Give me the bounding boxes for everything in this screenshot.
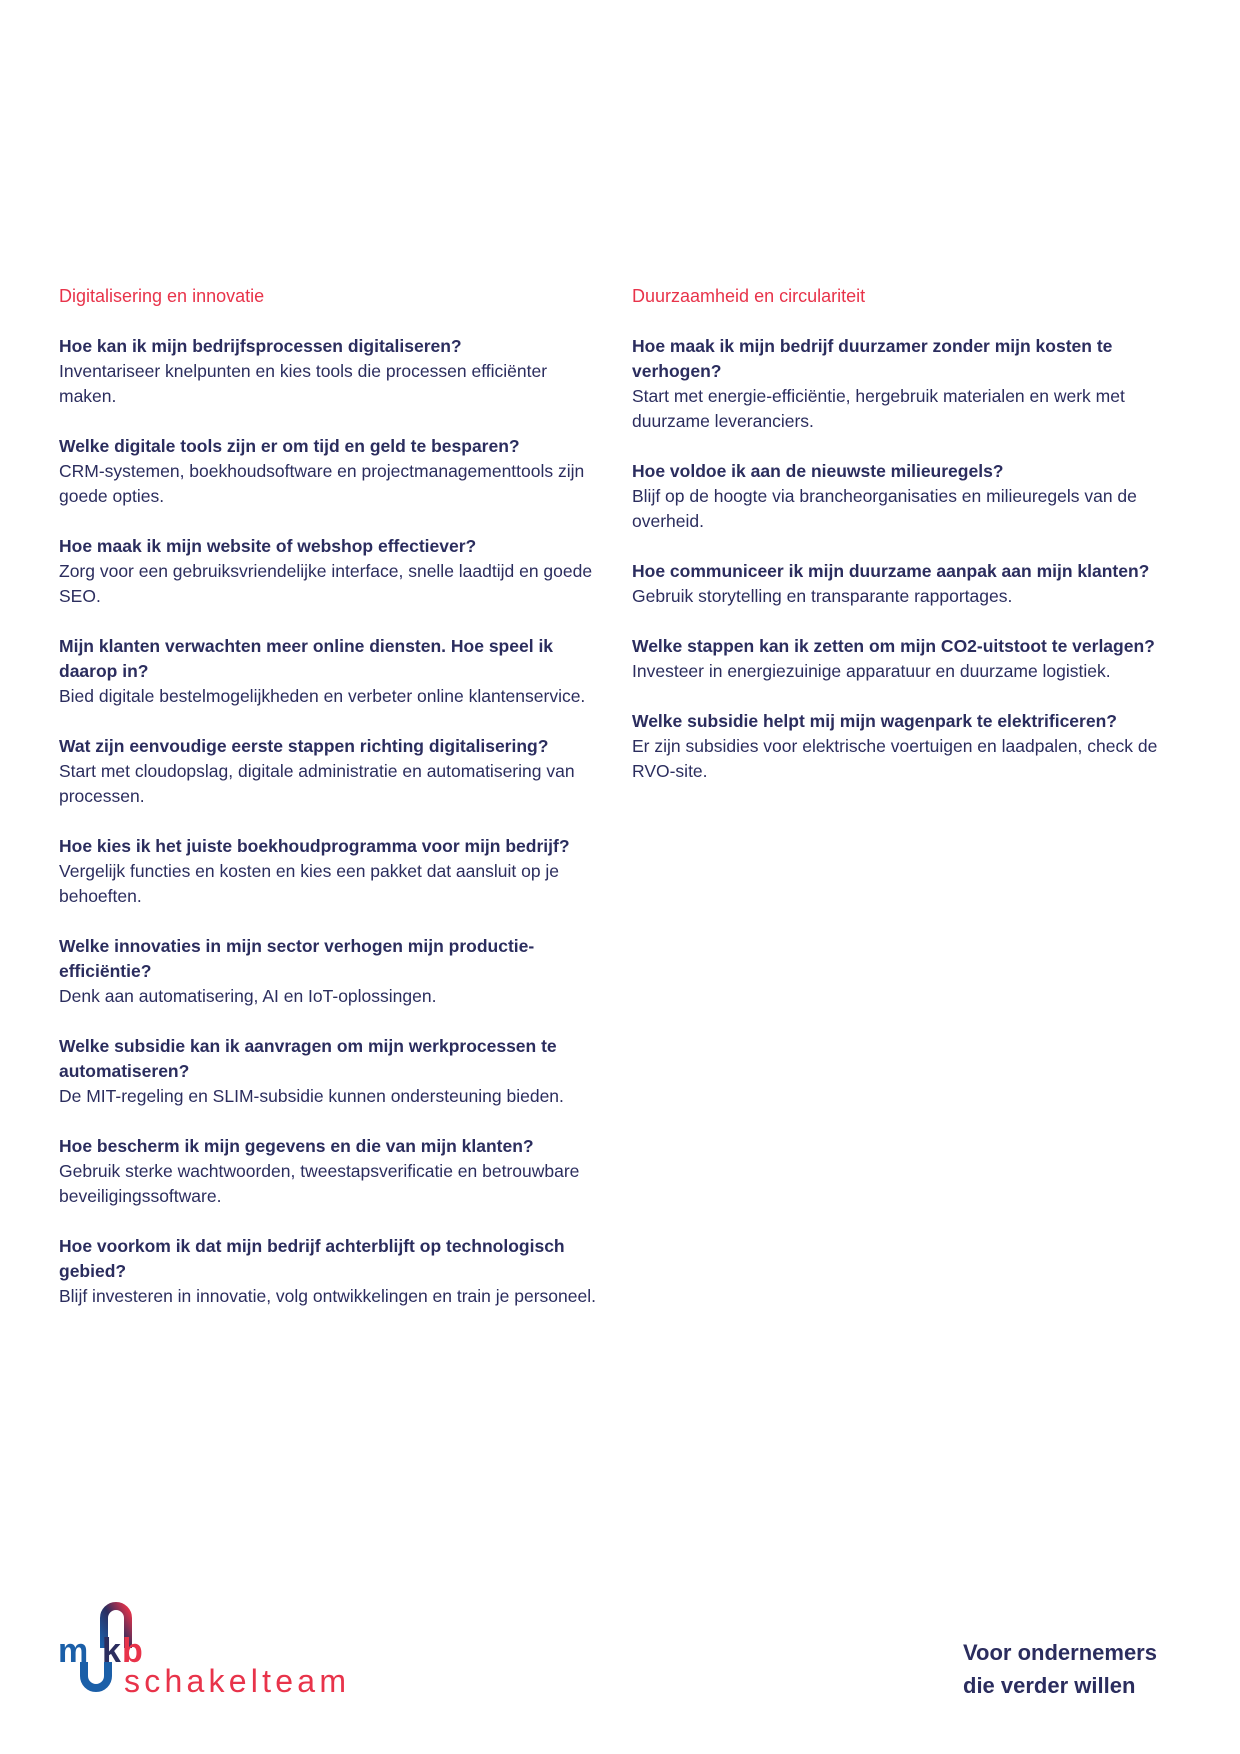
faq-answer: Blijf op de hoogte via brancheorganisaties en milieuregels van de overheid. bbox=[632, 486, 1137, 531]
faq-answer: Denk aan automatisering, AI en IoT-oplossingen. bbox=[59, 986, 437, 1006]
faq-question: Welke subsidie kan ik aanvragen om mijn werkprocessen te automatiseren? bbox=[59, 1036, 557, 1081]
tagline-line: Voor ondernemers bbox=[963, 1640, 1157, 1665]
faq-answer: Inventariseer knelpunten en kies tools die processen efficiënter maken. bbox=[59, 361, 548, 406]
svg-text:b: b bbox=[122, 1632, 143, 1670]
faq-answer: Start met energie-efficiëntie, hergebruik materialen en werk met duurzame leveranciers. bbox=[632, 386, 1125, 431]
faq-question: Welke innovaties in mijn sector verhogen mijn productie-efficiëntie? bbox=[59, 936, 535, 981]
faq-item bbox=[632, 334, 1182, 434]
faq-answer: Investeer in energiezuinige apparatuur en duurzame logistiek. bbox=[632, 661, 1111, 681]
faq-question: Welke stappen kan ik zetten om mijn CO2-uitstoot te verlagen? bbox=[632, 636, 1155, 656]
faq-item bbox=[59, 534, 609, 609]
faq-question: Hoe maak ik mijn bedrijf duurzamer zonder mijn kosten te verhogen? bbox=[632, 336, 1113, 381]
faq-question: Mijn klanten verwachten meer online diensten. Hoe speel ik daarop in? bbox=[59, 636, 554, 681]
faq-answer: Zorg voor een gebruiksvriendelijke interface, snelle laadtijd en goede SEO. bbox=[59, 561, 593, 606]
faq-answer: De MIT-regeling en SLIM-subsidie kunnen ondersteuning bieden. bbox=[59, 1086, 564, 1106]
faq-question: Wat zijn eenvoudige eerste stappen richting digitalisering? bbox=[59, 736, 549, 756]
faq-item bbox=[632, 459, 1182, 534]
faq-answer: CRM-systemen, boekhoudsoftware en projectmanagementtools zijn goede opties. bbox=[59, 461, 585, 506]
faq-answer: Gebruik sterke wachtwoorden, tweestapsverificatie en betrouwbare beveiligingssoftware. bbox=[59, 1161, 580, 1206]
faq-item bbox=[59, 1134, 609, 1209]
tagline bbox=[963, 1636, 1157, 1702]
faq-item bbox=[59, 1034, 609, 1109]
faq-item bbox=[632, 709, 1182, 784]
faq-question: Hoe voldoe ik aan de nieuwste milieuregels? bbox=[632, 461, 1004, 481]
faq-answer: Bied digitale bestelmogelijkheden en verbeter online klantenservice. bbox=[59, 686, 586, 706]
faq-item bbox=[632, 559, 1182, 609]
faq-answer: Start met cloudopslag, digitale administratie en automatisering van processen. bbox=[59, 761, 575, 806]
faq-question: Hoe maak ik mijn website of webshop effectiever? bbox=[59, 536, 477, 556]
faq-question: Hoe voorkom ik dat mijn bedrijf achterblijft op technologisch gebied? bbox=[59, 1236, 565, 1281]
faq-item bbox=[59, 834, 609, 909]
mkb-schakelteam-logo bbox=[58, 1600, 348, 1700]
faq-item bbox=[59, 334, 609, 409]
faq-answer: Blijf investeren in innovatie, volg ontwikkelingen en train je personeel. bbox=[59, 1286, 596, 1306]
faq-question: Hoe kies ik het juiste boekhoudprogramma voor mijn bedrijf? bbox=[59, 836, 570, 856]
faq-item bbox=[59, 734, 609, 809]
faq-item bbox=[59, 934, 609, 1009]
faq-question: Hoe bescherm ik mijn gegevens en die van mijn klanten? bbox=[59, 1136, 534, 1156]
svg-text:m: m bbox=[58, 1632, 89, 1670]
faq-answer: Gebruik storytelling en transparante rapportages. bbox=[632, 586, 1013, 606]
column-digitalisering bbox=[59, 284, 609, 1334]
faq-answer: Vergelijk functies en kosten en kies een pakket dat aansluit op je behoeften. bbox=[59, 861, 560, 906]
faq-question: Hoe kan ik mijn bedrijfsprocessen digitaliseren? bbox=[59, 336, 462, 356]
faq-answer: Er zijn subsidies voor elektrische voertuigen en laadpalen, check de RVO-site. bbox=[632, 736, 1158, 781]
tagline-line: die verder willen bbox=[963, 1673, 1136, 1698]
svg-text:k: k bbox=[102, 1632, 121, 1670]
faq-question: Hoe communiceer ik mijn duurzame aanpak aan mijn klanten? bbox=[632, 561, 1150, 581]
faq-item bbox=[59, 1234, 609, 1309]
faq-item bbox=[59, 634, 609, 709]
section-heading: Duurzaamheid en circulariteit bbox=[632, 286, 866, 306]
svg-text:schakelteam: schakelteam bbox=[124, 1663, 346, 1699]
faq-question: Welke digitale tools zijn er om tijd en geld te besparen? bbox=[59, 436, 520, 456]
faq-item bbox=[59, 434, 609, 509]
faq-item bbox=[632, 634, 1182, 684]
section-heading: Digitalisering en innovatie bbox=[59, 286, 265, 306]
column-duurzaamheid bbox=[632, 284, 1182, 809]
faq-question: Welke subsidie helpt mij mijn wagenpark te elektrificeren? bbox=[632, 711, 1117, 731]
